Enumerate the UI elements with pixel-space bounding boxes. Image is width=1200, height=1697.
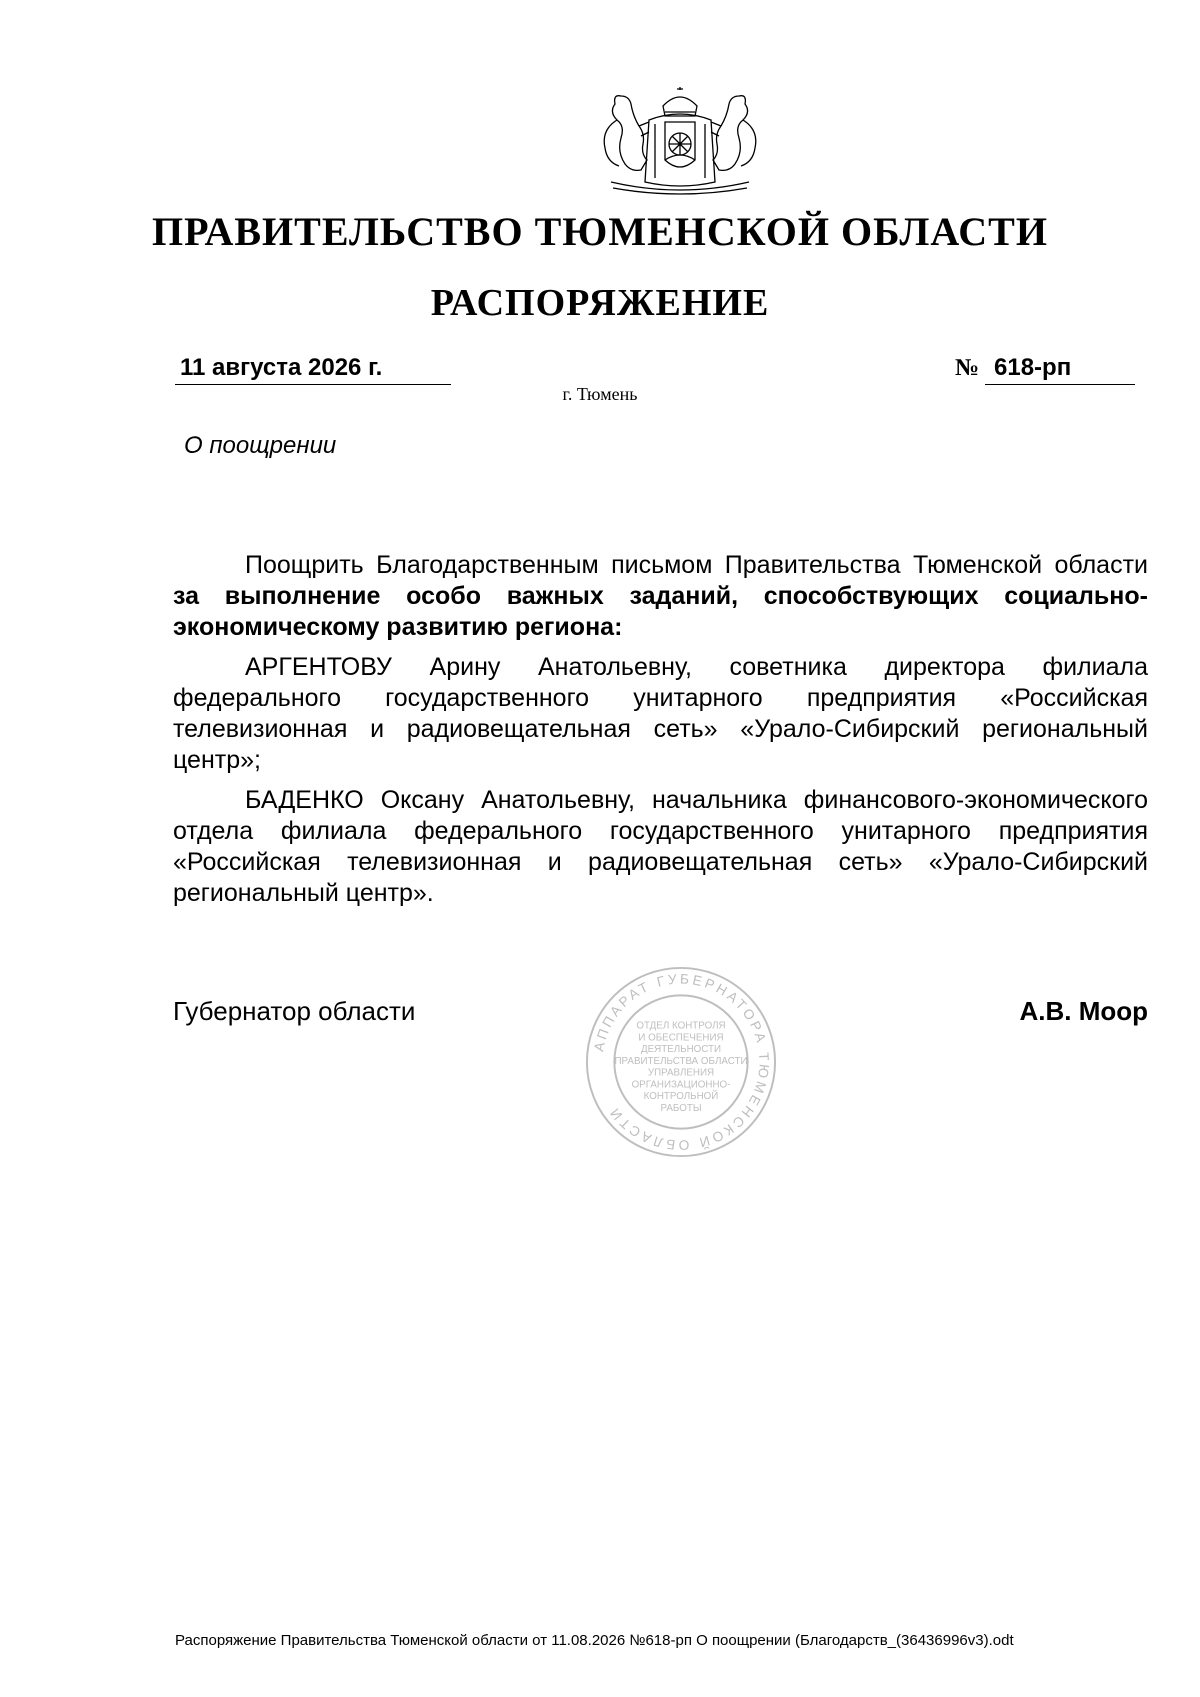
intro-text: Поощрить Благодарственным письмом Правительства Тюменской области <box>245 551 1148 579</box>
paragraph-person-2: БАДЕНКО Оксану Анатольевну, начальника финансового-экономического отдела филиала федерального государственного унитарного предприятия «Российская телевизионная и радиовещательная сеть» «Урало-Сибирский региональный центр». <box>173 786 1148 907</box>
document-date: 11 августа 2026 г. <box>180 354 383 381</box>
document-footer: Распоряжение Правительства Тюменской области от 11.08.2026 №618-рп О поощрении (Благодарств_(36436996v3).odt <box>175 1632 1014 1649</box>
document-type-heading: РАСПОРЯЖЕНИЕ <box>430 282 770 324</box>
stamp-outer-text: АППАРАТ ГУБЕРНАТОРА ТЮМЕНСКОЙ ОБЛАСТИ <box>591 971 772 1153</box>
city-label: г. Тюмень <box>562 384 638 404</box>
document-number-field <box>985 352 1135 385</box>
stamp-line: ДЕЯТЕЛЬНОСТИ <box>640 1044 722 1056</box>
document-subject: О поощрении <box>184 432 337 459</box>
stamp-line: ОРГАНИЗАЦИОННО- <box>631 1079 731 1091</box>
document-number: 618-рп <box>994 354 1072 381</box>
stamp-line: УПРАВЛЕНИЯ <box>647 1067 715 1079</box>
stamp-line: КОНТРОЛЬНОЙ <box>643 1091 719 1103</box>
number-sign: № <box>955 355 980 381</box>
paragraph-intro <box>173 550 1148 643</box>
document-date-field <box>175 352 451 385</box>
government-title: ПРАВИТЕЛЬСТВО ТЮМЕНСКОЙ ОБЛАСТИ <box>152 209 1048 254</box>
signer-title: Губернатор области <box>173 996 416 1026</box>
stamp-line: И ОБЕСПЕЧЕНИЯ <box>638 1032 724 1044</box>
document-body <box>173 550 1148 918</box>
coat-of-arms-icon <box>591 86 769 198</box>
paragraph-person-1: АРГЕНТОВУ Арину Анатольевну, советника директора филиала федерального государственного унитарного предприятия «Российская телевизионная и радиовещательная сеть» «Урало-Сибирский региональный центр»; <box>173 653 1148 774</box>
official-stamp-icon <box>583 964 779 1160</box>
stamp-line: ПРАВИТЕЛЬСТВА ОБЛАСТИ <box>614 1055 748 1067</box>
stamp-line: ОТДЕЛ КОНТРОЛЯ <box>636 1020 726 1032</box>
stamp-line: РАБОТЫ <box>660 1103 702 1114</box>
signer-name: А.В. Моор <box>1019 996 1148 1026</box>
intro-bold-text: за выполнение особо важных заданий, способствующих социально-экономическому развитию региона: <box>173 582 1148 641</box>
